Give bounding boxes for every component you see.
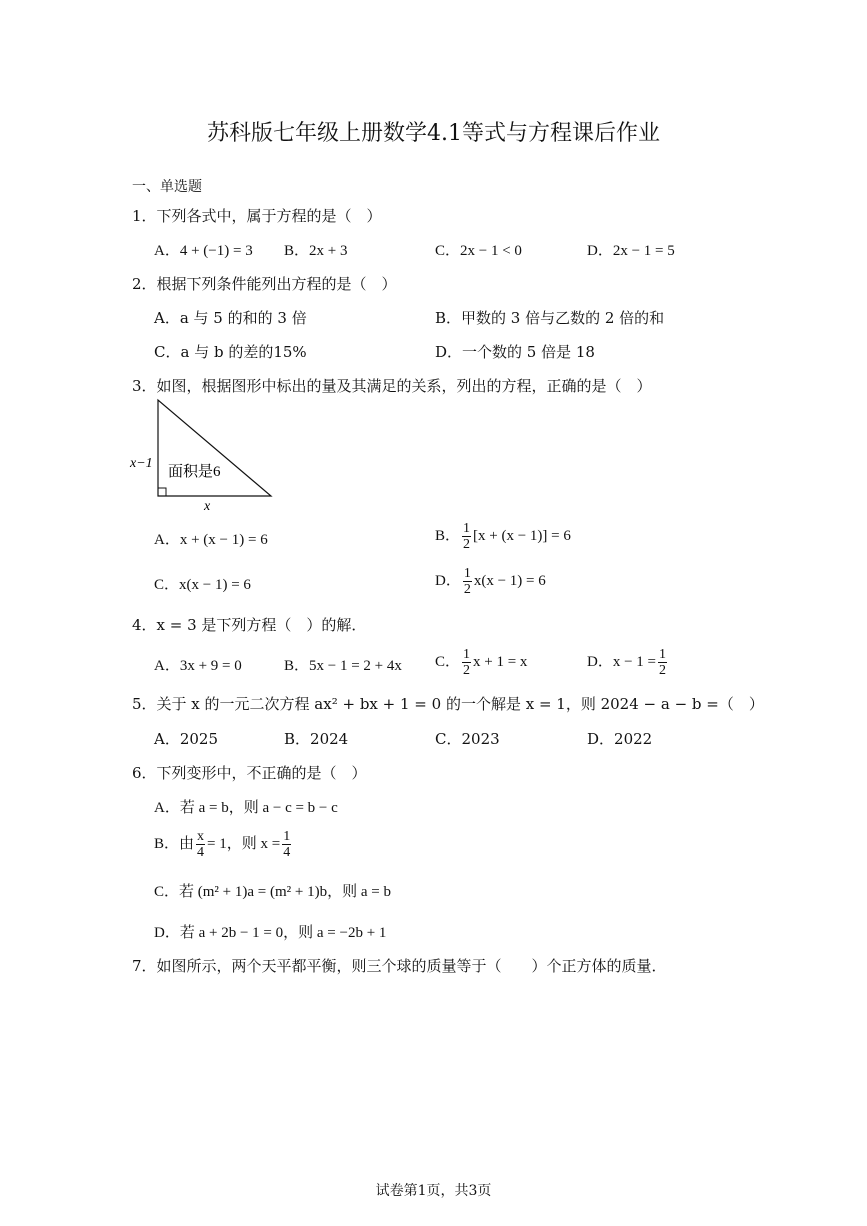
fraction-denominator: 2 [463, 663, 471, 678]
q2-option-c: C．a 与 b 的差的15% [154, 343, 307, 361]
page-footer: 试卷第1页，共3页 [375, 1183, 492, 1199]
q2-option-d: D．一个数的 5 倍是 18 [435, 343, 595, 361]
fraction-denominator: 2 [463, 582, 471, 597]
q3-d-fraction [463, 566, 472, 597]
q6-option-a: A．若 a = b，则 a − c = b − c [154, 800, 338, 816]
q1-option-d: D．2x − 1 = 5 [587, 243, 675, 259]
q3-b-fraction [462, 521, 471, 552]
q6-b-label: B．由 [154, 835, 195, 852]
fraction-denominator: 4 [283, 845, 291, 860]
question-6-stem: 6．下列变形中，不正确的是（ ） [132, 764, 367, 782]
fraction-numerator: 1 [283, 829, 291, 844]
triangle-area-label: 面积是6 [168, 464, 221, 480]
question-5-stem: 5．关于 x 的一元二次方程 ax² + bx + 1 = 0 的一个解是 x = 1，则 2024 − a − b =（ ） [132, 695, 764, 713]
right-triangle-figure [128, 396, 278, 516]
fraction-numerator: 1 [659, 647, 667, 662]
triangle-side-label: x−1 [130, 456, 153, 471]
q6-option-b [154, 829, 293, 860]
q5-option-d: D．2022 [587, 730, 653, 748]
q3-d-label: D． [435, 572, 461, 589]
q5-option-a: A．2025 [154, 730, 219, 748]
q4-option-b: B．5x − 1 = 2 + 4x [284, 658, 402, 674]
q2-option-a: A．a 与 5 的和的 3 倍 [154, 309, 307, 327]
q1-option-a: A．4 + (−1) = 3 [154, 243, 253, 259]
q6-option-c: C．若 (m² + 1)a = (m² + 1)b，则 a = b [154, 884, 391, 900]
page-title: 苏科版七年级上册数学4.1等式与方程课后作业 [207, 121, 660, 146]
q6-b-fraction-2 [282, 829, 291, 860]
q4-c-fraction [462, 647, 471, 678]
q3-option-a: A．x + (x − 1) = 6 [154, 532, 268, 548]
fraction-denominator: 2 [463, 537, 471, 552]
question-7-stem: 7．如图所示，两个天平都平衡，则三个球的质量等于（ ）个正方体的质量． [132, 957, 667, 975]
q4-option-a: A．3x + 9 = 0 [154, 658, 242, 674]
q4-option-c [435, 647, 527, 678]
question-2-stem: 2．根据下列条件能列出方程的是（ ） [132, 275, 397, 293]
triangle-base-label: x [204, 499, 211, 514]
q4-c-expression: x + 1 = x [473, 653, 528, 670]
q1-option-c: C．2x − 1 < 0 [435, 243, 522, 259]
question-4-stem: 4．x = 3 是下列方程（ ）的解． [132, 616, 367, 634]
fraction-numerator: 1 [463, 521, 471, 536]
q6-b-fraction-1 [196, 829, 205, 860]
q2-option-b: B．甲数的 3 倍与乙数的 2 倍的和 [435, 309, 665, 327]
q3-option-d [435, 566, 546, 597]
fraction-denominator: 2 [659, 663, 667, 678]
q4-c-label: C． [435, 653, 461, 670]
q3-b-label: B． [435, 527, 461, 544]
right-angle-mark [158, 488, 166, 496]
section-heading: 一、单选题 [132, 179, 202, 195]
triangle-shape [158, 400, 271, 496]
q4-d-fraction [658, 647, 667, 678]
q5-option-b: B．2024 [284, 730, 349, 748]
question-1-stem: 1．下列各式中，属于方程的是（ ） [132, 207, 382, 225]
q3-option-b [435, 521, 571, 552]
q1-option-b: B．2x + 3 [284, 243, 348, 259]
fraction-denominator: 4 [197, 845, 205, 860]
question-3-stem: 3．如图，根据图形中标出的量及其满足的关系，列出的方程，正确的是（ ） [132, 377, 652, 395]
q6-b-expression: = 1，则 x = [207, 835, 281, 852]
q4-option-d [587, 647, 669, 678]
fraction-numerator: 1 [463, 647, 471, 662]
q5-option-c: C．2023 [435, 730, 500, 748]
q3-option-c: C．x(x − 1) = 6 [154, 577, 251, 593]
q6-option-d: D．若 a + 2b − 1 = 0，则 a = −2b + 1 [154, 925, 387, 941]
fraction-numerator: 1 [463, 566, 471, 581]
q3-b-expression: [x + (x − 1)] = 6 [473, 527, 571, 544]
q4-d-expression: D．x − 1 = [587, 653, 657, 670]
q3-d-expression: x(x − 1) = 6 [473, 572, 546, 589]
fraction-numerator: x [197, 829, 205, 844]
